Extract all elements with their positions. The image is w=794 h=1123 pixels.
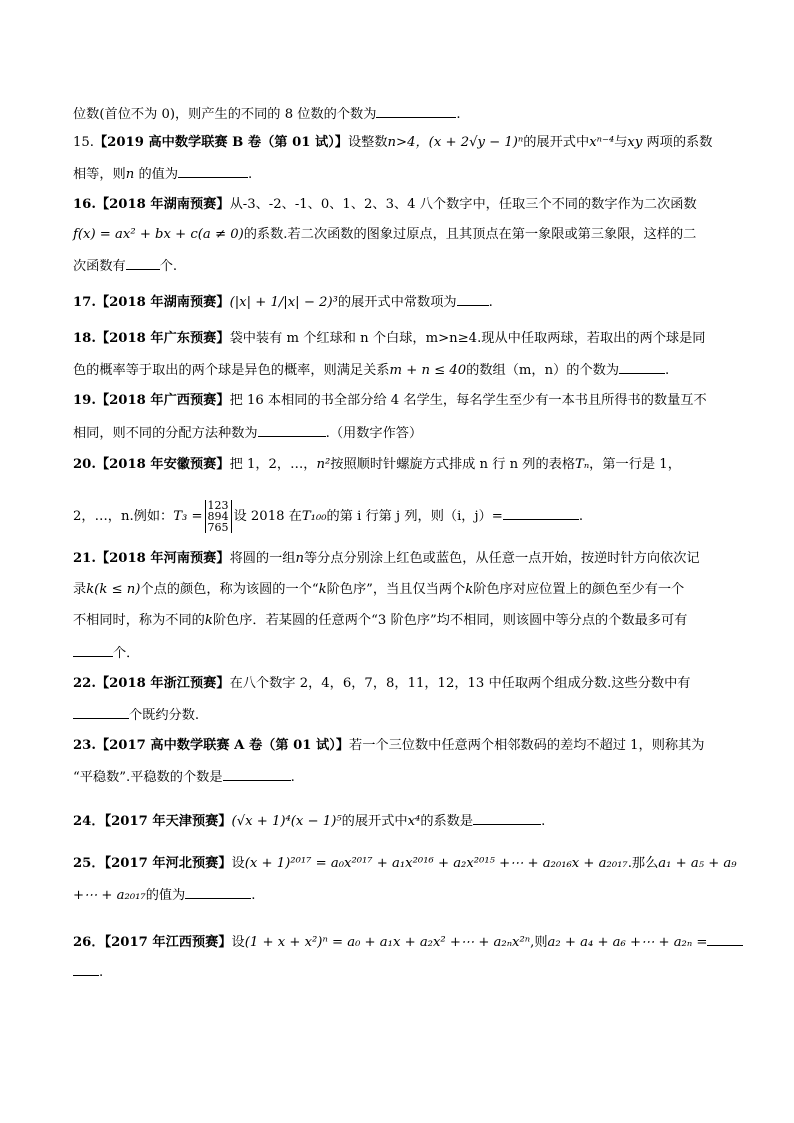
answer-blank [223,767,291,781]
question-source: 17.【2018 年湖南预赛】 [73,295,230,310]
math: T₃ = [173,509,203,524]
text: 的展开式中常数项为 [337,295,457,310]
answer-blank [376,104,456,118]
text: 按照顺时针螺旋方式排成 n 行 n 列的表格 [330,457,576,472]
question-23-line2 [73,767,295,787]
text: 把 1，2，…， [229,457,317,472]
text: . [488,295,493,310]
question-18-line2 [73,360,669,380]
text: .那么 [627,856,659,871]
math: T₁₀₀ [301,509,327,524]
text: 两项的系数 [642,135,713,150]
question-21 [73,550,700,568]
question-16-line3 [73,256,177,276]
text: 阶色序”，当且仅当两个 [326,582,466,597]
question-24 [73,811,545,831]
text: 将圆的一组 [229,551,296,566]
math: (x + 2√y − 1)ⁿ [428,135,524,150]
text: 的值为 [145,888,186,903]
text: 在八个数字 2，4，6，7，8，11，12，13 中任取两个组成分数.这些分数中有 [229,676,691,691]
question-23 [73,737,705,755]
answer-blank [73,962,99,976]
text: 的展开式中 [341,814,408,829]
question-source: 23.【2017 高中数学联赛 A 卷（第 01 试）】 [73,738,350,753]
answer-blank [258,423,326,437]
text: 把 16 本相同的书全部分给 4 名学生，每名学生至少有一本书且所得书的数量互不 [229,393,707,408]
text: 次函数有 [73,259,126,274]
question-15-line2 [73,164,252,184]
line-prev-continuation [73,104,461,124]
matrix-row: 894 [207,510,229,523]
matrix-row: 123 [207,499,229,512]
text: 相等，则 [73,167,126,182]
math: m + n ≤ 40 [389,363,467,378]
text: ,则 [530,935,548,950]
text: . [251,888,256,903]
math: (x + 1)²⁰¹⁷ = a₀x²⁰¹⁷ + a₁x²⁰¹⁶ + a₂x²⁰¹⁵ +⋯ + a₂₀₁₆x + a₂₀₁₇ [244,856,628,871]
text: 不相同时，称为不同的 [73,613,205,628]
math: n² [316,457,331,472]
question-17 [73,292,493,312]
math: Tₙ [575,457,590,472]
question-source: 21.【2018 年河南预赛】 [73,551,230,566]
question-18 [73,330,705,348]
text: 设整数 [347,135,388,150]
text: . [99,965,104,980]
question-21-line3 [73,612,687,630]
answer-blank [503,506,579,520]
answer-blank [707,932,743,946]
text: 阶色序．若某圆的任意两个“3 阶色序”均不相同，则该圆中等分点的个数最多可有 [212,613,688,628]
text: 的数组（m，n）的个数为 [466,363,620,378]
text: 从-3、-2、-1、0、1、2、3、4 八个数字中，任取三个不同的数字作为二次函数 [229,197,697,212]
math: n>4， [387,135,429,150]
text: 个点的颜色，称为该圆的一个“ [140,582,319,597]
text: 等分点分别涂上红色或蓝色，从任意一点开始，按逆时针方向依次记 [304,551,700,566]
question-15 [73,134,712,152]
question-source: 20.【2018 年安徽预赛】 [73,457,230,472]
question-source: 18.【2018 年广东预赛】 [73,331,230,346]
math: f(x) = ax² + bx + c(a ≠ 0) [73,227,244,242]
text: 个既约分数. [129,708,200,723]
math: n [295,551,304,566]
question-21-line4 [73,643,139,663]
matrix-row: 765 [207,521,229,534]
text: 的值为 [134,167,179,182]
question-19-line2 [73,423,422,443]
text: 阶色序对应位置上的颜色至少有一个 [473,582,685,597]
text: 个． [113,646,140,661]
question-25-line2 [73,885,255,905]
text: 的第 i 行第 j 列，则（i，j）= [326,509,503,524]
question-16-line2 [73,226,696,244]
math: k [204,613,213,628]
question-source: 19.【2018 年广西预赛】 [73,393,230,408]
answer-blank [185,885,251,899]
text: 2，…，n.例如： [73,509,174,524]
text: 的展开式中 [523,135,590,150]
math: +⋯ + a₂₀₁₇ [73,888,146,903]
text: 相同，则不同的分配方法种数为 [73,426,258,441]
question-22 [73,675,691,693]
math: k [318,582,327,597]
text: 设 [231,856,245,871]
text: ，第一行是 1， [589,457,681,472]
question-25 [73,855,737,873]
question-26-line2 [73,962,103,982]
text: 录 [73,582,87,597]
text: . [665,363,670,378]
question-number: 15. [73,135,94,150]
text: . [456,107,461,122]
math: (√x + 1)⁴(x − 1)⁵ [231,814,342,829]
text: . [290,770,295,785]
text: . [248,167,253,182]
math: x⁴ [407,814,421,829]
answer-blank [73,705,129,719]
text: 个. [159,259,178,274]
question-source: 22.【2018 年浙江预赛】 [73,676,230,691]
question-source: 24．【2017 年天津预赛】 [73,814,232,829]
question-source: 25．【2017 年河北预赛】 [73,856,232,871]
text: 袋中装有 m 个红球和 n 个白球，m>n≥4.现从中任取两球，若取出的两个球是同 [229,331,706,346]
text: . [578,509,584,524]
text: 设 [231,935,245,950]
answer-blank [73,643,113,657]
math: xy [627,135,643,150]
text: 的系数是 [420,814,474,829]
text: “平稳数”.平稳数的个数是 [73,770,223,785]
question-21-line2 [73,581,684,599]
math: k(k ≤ n) [86,582,141,597]
text: . [541,814,546,829]
math: a₁ + a₅ + a₉ [658,856,737,871]
math: a₂ + a₄ + a₆ +⋯ + a₂ₙ = [547,935,708,950]
text: .（用数字作答） [325,426,423,441]
question-20-line2 [73,500,583,533]
text: 与 [614,135,628,150]
answer-blank [457,292,489,306]
matrix-t3 [205,500,232,533]
question-26 [73,932,743,952]
text: 设 2018 在 [233,509,302,524]
text: 的系数.若二次函数的图象过原点，且其顶点在第一象限或第三象限，这样的二 [243,227,697,242]
math: k [465,582,474,597]
answer-blank [178,164,248,178]
text: 色的概率等于取出的两个球是异色的概率，则满足关系 [73,363,390,378]
math: xⁿ⁻⁴ [589,135,615,150]
math: (1 + x + x²)ⁿ = a₀ + a₁x + a₂x² +⋯ + a₂ₙx²ⁿ [244,935,531,950]
question-source: 16.【2018 年湖南预赛】 [73,197,230,212]
question-source: 【2019 高中数学联赛 B 卷（第 01 试）】 [93,135,348,150]
question-19 [73,392,707,410]
text: 位数(首位不为 0)，则产生的不同的 8 位数的个数为 [73,107,377,122]
math: n [125,167,135,182]
question-20 [73,456,681,474]
question-source: 26．【2017 年江西预赛】 [73,935,232,950]
math: (|x| + 1/|x| − 2)³ [229,295,338,310]
question-16 [73,196,697,214]
text: 若一个三位数中任意两个相邻数码的差均不超过 1，则称其为 [349,738,705,753]
answer-blank [126,256,160,270]
answer-blank [619,360,665,374]
answer-blank [473,811,541,825]
question-22-line2 [73,705,199,725]
